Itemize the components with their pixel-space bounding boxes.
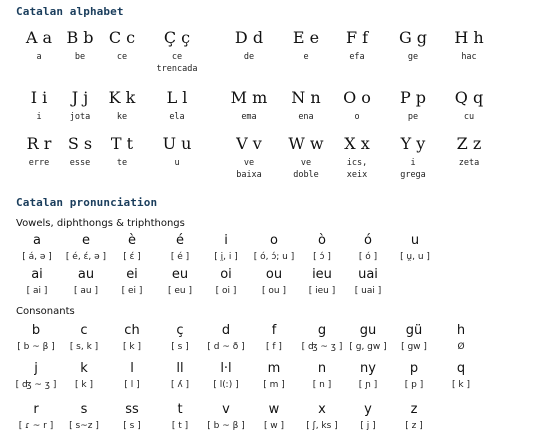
grapheme: ç <box>176 323 184 338</box>
ipa-transcription: [ f ] <box>266 342 282 352</box>
phoneme-entry <box>384 402 444 432</box>
grapheme: q <box>456 361 466 376</box>
letter-name: i <box>36 112 42 122</box>
grapheme: ou <box>265 267 283 282</box>
consonants-subheading: Consonants <box>16 306 75 317</box>
grapheme: c <box>80 323 88 338</box>
letter-name: ce trencada <box>156 52 198 74</box>
letter-glyph: K k <box>108 88 136 107</box>
phoneme-entry <box>431 361 491 391</box>
letter-name: zeta <box>458 158 480 168</box>
grapheme: i <box>224 233 228 248</box>
grapheme: ll <box>176 361 184 376</box>
letter-entry <box>92 135 152 169</box>
letter-name: erre <box>28 158 50 168</box>
grapheme: è <box>128 233 136 248</box>
ipa-transcription: [ i̯, i ] <box>214 252 238 262</box>
letter-glyph: F f <box>345 28 369 47</box>
ipa-transcription: [ ó ] <box>358 252 378 262</box>
letter-name: ena <box>298 112 314 122</box>
ipa-transcription: [ b ~ β ] <box>17 342 55 352</box>
alphabet-heading: Catalan alphabet <box>16 5 124 18</box>
ipa-transcription: Ø <box>457 342 465 352</box>
grapheme: l·l <box>220 361 232 376</box>
ipa-transcription: [ ɾ ~ r ] <box>18 421 54 431</box>
letter-glyph: B b <box>66 28 94 47</box>
letter-entry <box>383 135 443 181</box>
ipa-transcription: [ á, ə ] <box>22 252 52 262</box>
letter-glyph: D d <box>234 28 264 47</box>
ipa-transcription: [ ou ] <box>262 286 286 296</box>
letter-glyph: L l <box>166 88 188 107</box>
letter-glyph: I i <box>30 88 48 107</box>
letter-entry <box>383 29 443 63</box>
grapheme: ss <box>125 402 139 417</box>
ipa-transcription: [ b ~ β ] <box>207 421 245 431</box>
letter-entry <box>147 135 207 169</box>
letter-glyph: Z z <box>456 134 482 153</box>
grapheme: p <box>409 361 419 376</box>
ipa-transcription: [ n ] <box>312 380 332 390</box>
letter-glyph: X x <box>344 134 370 153</box>
grapheme: gu <box>359 323 377 338</box>
grapheme: v <box>222 402 230 417</box>
letter-entry <box>147 29 207 75</box>
letter-name: pe <box>407 112 419 122</box>
ipa-transcription: [ ai ] <box>26 286 48 296</box>
letter-entry <box>327 135 387 181</box>
ipa-transcription: [ ʤ ~ ʒ ] <box>301 342 343 352</box>
letter-name: ics, xeix <box>346 158 368 180</box>
ipa-transcription: [ ó, ɔ́; u ] <box>253 252 295 262</box>
ipa-transcription: [ j ] <box>360 421 376 431</box>
grapheme: e <box>82 233 90 248</box>
grapheme: ó <box>364 233 372 248</box>
ipa-transcription: [ k ] <box>75 380 93 390</box>
ipa-transcription: [ d ~ ð ] <box>207 342 245 352</box>
letter-name: i grega <box>400 158 426 180</box>
letter-glyph: Y y <box>400 134 426 153</box>
letter-entry <box>92 89 152 123</box>
letter-name: hac <box>461 52 477 62</box>
ipa-transcription: [ ʎ ] <box>170 380 190 390</box>
letter-glyph: M m <box>230 88 268 107</box>
grapheme: r <box>33 402 39 417</box>
grapheme: au <box>77 267 95 282</box>
ipa-transcription: [ u̯, u ] <box>400 252 430 262</box>
letter-glyph: H h <box>454 28 484 47</box>
ipa-transcription: [ s ] <box>171 342 189 352</box>
ipa-transcription: [ t ] <box>171 421 189 431</box>
letter-name: ve doble <box>293 158 319 180</box>
letter-name: ema <box>241 112 257 122</box>
letter-glyph: V v <box>236 134 262 153</box>
ipa-transcription: [ k ] <box>123 342 141 352</box>
grapheme: t <box>177 402 183 417</box>
ipa-transcription: [ z ] <box>405 421 423 431</box>
letter-glyph: T t <box>110 134 134 153</box>
letter-name: efa <box>349 52 365 62</box>
letter-glyph: R r <box>26 134 52 153</box>
grapheme: n <box>317 361 327 376</box>
pronunciation-heading: Catalan pronunciation <box>16 196 158 209</box>
letter-name: a <box>36 52 42 62</box>
letter-entry <box>439 89 499 123</box>
ipa-transcription: [ gw ] <box>401 342 427 352</box>
letter-name: o <box>354 112 360 122</box>
ipa-transcription: [ w ] <box>263 421 285 431</box>
ipa-transcription: [ oi ] <box>215 286 237 296</box>
letter-glyph: N n <box>291 88 321 107</box>
letter-name: ce <box>116 52 128 62</box>
grapheme: m <box>267 361 281 376</box>
letter-name: ke <box>116 112 128 122</box>
ipa-transcription: [ l(ː) ] <box>213 380 239 390</box>
ipa-transcription: [ ɲ ] <box>358 380 378 390</box>
letter-entry <box>327 89 387 123</box>
letter-name: de <box>243 52 255 62</box>
letter-entry <box>383 89 443 123</box>
letter-glyph: S s <box>67 134 93 153</box>
letter-glyph: G g <box>398 28 428 47</box>
ipa-transcription: [ ieu ] <box>308 286 336 296</box>
letter-entry <box>219 89 279 123</box>
ipa-transcription: [ l ] <box>124 380 140 390</box>
ipa-transcription: [ s ] <box>123 421 141 431</box>
ipa-transcription: [ ɔ́ ] <box>313 252 331 262</box>
letter-glyph: E e <box>292 28 320 47</box>
grapheme: s <box>80 402 88 417</box>
letter-glyph: J j <box>71 88 89 107</box>
grapheme: z <box>410 402 418 417</box>
grapheme: ch <box>124 323 140 338</box>
ipa-transcription: [ s, k ] <box>69 342 99 352</box>
grapheme: k <box>80 361 88 376</box>
ipa-transcription: [ ʤ ~ ʒ ] <box>15 380 57 390</box>
grapheme: w <box>268 402 280 417</box>
grapheme: eu <box>171 267 189 282</box>
letter-name: be <box>74 52 86 62</box>
grapheme: ieu <box>312 267 332 282</box>
letter-name: ve baixa <box>236 158 262 180</box>
phoneme-entry <box>338 267 398 297</box>
grapheme: o <box>270 233 278 248</box>
grapheme: y <box>364 402 372 417</box>
letter-glyph: O o <box>343 88 371 107</box>
letter-name: cu <box>463 112 475 122</box>
grapheme: j <box>34 361 38 376</box>
ipa-transcription: [ s~z ] <box>69 421 99 431</box>
grapheme: é <box>176 233 184 248</box>
letter-name: esse <box>69 158 91 168</box>
ipa-transcription: [ ɛ́ ] <box>123 252 141 262</box>
grapheme: ny <box>360 361 376 376</box>
grapheme: ei <box>126 267 138 282</box>
letter-glyph: W w <box>288 134 324 153</box>
grapheme: g <box>317 323 327 338</box>
grapheme: d <box>221 323 231 338</box>
ipa-transcription: [ au ] <box>74 286 98 296</box>
vowels-subheading: Vowels, diphthongs & triphthongs <box>16 218 185 229</box>
ipa-transcription: [ ei ] <box>121 286 143 296</box>
grapheme: l <box>130 361 134 376</box>
grapheme: u <box>410 233 420 248</box>
letter-glyph: Ç ç <box>163 28 191 47</box>
ipa-transcription: [ eu ] <box>168 286 192 296</box>
letter-entry <box>327 29 387 63</box>
letter-glyph: P p <box>399 88 427 107</box>
letter-entry <box>439 29 499 63</box>
grapheme: x <box>318 402 326 417</box>
grapheme: b <box>31 323 41 338</box>
letter-glyph: A a <box>25 28 53 47</box>
letter-glyph: Q q <box>454 88 484 107</box>
ipa-transcription: [ é ] <box>170 252 190 262</box>
grapheme: uai <box>358 267 378 282</box>
letter-name: e <box>303 52 309 62</box>
letter-entry <box>92 29 152 63</box>
phoneme-entry <box>431 323 491 353</box>
letter-entry <box>219 135 279 181</box>
letter-name: ge <box>407 52 419 62</box>
ipa-transcription: [ p ] <box>404 380 424 390</box>
letter-entry <box>147 89 207 123</box>
ipa-transcription: [ g, gw ] <box>349 342 387 352</box>
letter-entry <box>219 29 279 63</box>
letter-entry <box>439 135 499 169</box>
phoneme-entry <box>385 233 445 263</box>
letter-name: jota <box>69 112 91 122</box>
letter-glyph: C c <box>108 28 136 47</box>
ipa-transcription: [ k ] <box>452 380 470 390</box>
grapheme: h <box>456 323 466 338</box>
letter-name: ela <box>169 112 185 122</box>
grapheme: f <box>271 323 277 338</box>
letter-name: te <box>116 158 128 168</box>
grapheme: ai <box>31 267 43 282</box>
ipa-transcription: [ m ] <box>263 380 285 390</box>
grapheme: oi <box>220 267 232 282</box>
ipa-transcription: [ ʃ, ks ] <box>306 421 338 431</box>
letter-name: u <box>174 158 180 168</box>
ipa-transcription: [ uai ] <box>354 286 382 296</box>
grapheme: a <box>33 233 41 248</box>
grapheme: gü <box>405 323 423 338</box>
letter-glyph: U u <box>162 134 192 153</box>
grapheme: ò <box>318 233 326 248</box>
ipa-transcription: [ é, ɛ́, ə ] <box>65 252 107 262</box>
